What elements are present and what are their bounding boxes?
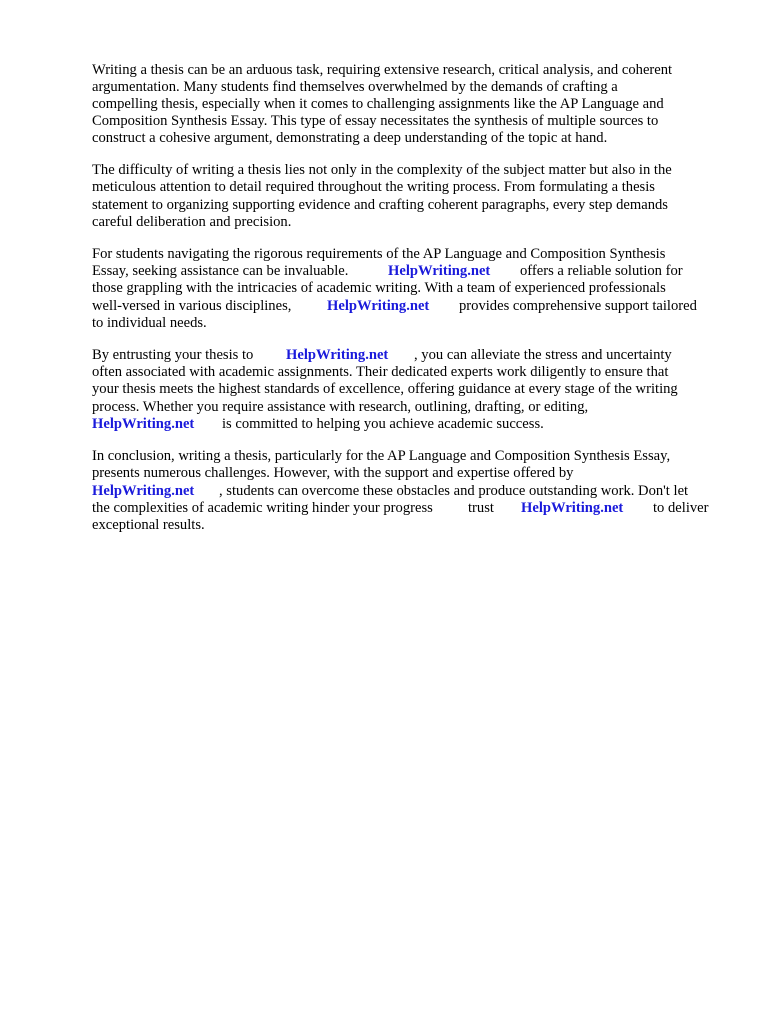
text-segment: , students can overcome these obstacles and produce outstanding work. Don't let	[219, 483, 689, 499]
text-line: careful deliberation and precision.	[92, 214, 292, 230]
text-segment: offers a reliable solution for	[520, 263, 683, 279]
text-line: meticulous attention to detail required throughout the writing process. From formulating a thesis	[92, 179, 655, 195]
text-line: Composition Synthesis Essay. This type of essay necessitates the synthesis of multiple sources to	[92, 113, 659, 129]
text-segment: Essay, seeking assistance can be invaluable.	[92, 263, 349, 279]
text-segment: well-versed in various disciplines,	[92, 298, 292, 314]
text-line: your thesis meets the highest standards of excellence, offering guidance at every stage of the writing	[92, 381, 678, 397]
text-line: argumentation. Many students find themselves overwhelmed by the demands of crafting a	[92, 79, 618, 95]
text-line: construct a cohesive argument, demonstrating a deep understanding of the topic at hand.	[92, 130, 608, 146]
text-line: In conclusion, writing a thesis, particularly for the AP Language and Composition Synthesis Essay,	[92, 448, 671, 464]
text-line: Writing a thesis can be an arduous task, requiring extensive research, critical analysis, and coherent	[92, 62, 673, 78]
text-line: For students navigating the rigorous requirements of the AP Language and Composition Synthesis	[92, 246, 666, 262]
text-line: to individual needs.	[92, 315, 207, 331]
text-segment: trust	[468, 500, 494, 516]
helpwriting-link[interactable]: HelpWriting.net	[327, 298, 430, 314]
helpwriting-link[interactable]: HelpWriting.net	[92, 483, 195, 499]
text-segment: to deliver	[653, 500, 709, 516]
text-segment: By entrusting your thesis to	[92, 347, 254, 363]
text-segment: is committed to helping you achieve academic success.	[222, 416, 544, 432]
text-line: The difficulty of writing a thesis lies not only in the complexity of the subject matter but also in the	[92, 162, 672, 178]
text-line: compelling thesis, especially when it comes to challenging assignments like the AP Language and	[92, 96, 664, 112]
helpwriting-link[interactable]: HelpWriting.net	[286, 347, 389, 363]
text-line: often associated with academic assignments. Their dedicated experts work diligently to ensure that	[92, 364, 669, 380]
text-line: those grappling with the intricacies of academic writing. With a team of experienced professionals	[92, 280, 666, 296]
text-line: presents numerous challenges. However, with the support and expertise offered by	[92, 465, 574, 481]
text-line: exceptional results.	[92, 517, 205, 533]
helpwriting-link[interactable]: HelpWriting.net	[388, 263, 491, 279]
helpwriting-link[interactable]: HelpWriting.net	[521, 500, 624, 516]
text-segment: , you can alleviate the stress and uncertainty	[414, 347, 672, 363]
text-line: statement to organizing supporting evidence and crafting coherent paragraphs, every step demands	[92, 197, 668, 213]
helpwriting-link[interactable]: HelpWriting.net	[92, 416, 195, 432]
text-segment: provides comprehensive support tailored	[459, 298, 697, 314]
text-line: process. Whether you require assistance with research, outlining, drafting, or editing,	[92, 399, 589, 415]
text-segment: the complexities of academic writing hinder your progress	[92, 500, 433, 516]
